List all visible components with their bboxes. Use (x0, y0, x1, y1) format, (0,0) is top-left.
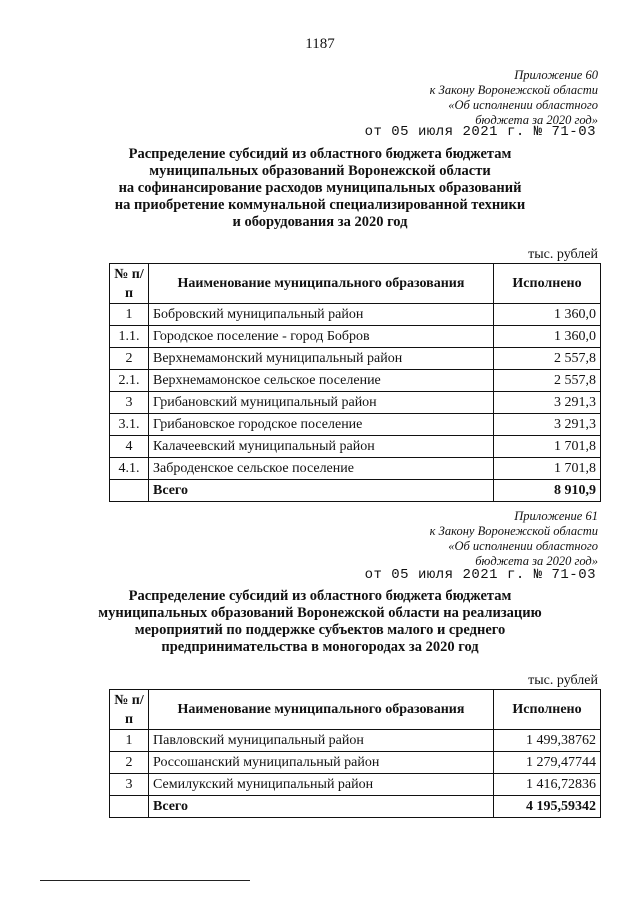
appendix-line: бюджета за 2020 год» (475, 554, 598, 568)
appendix-line: к Закону Воронежской области (429, 83, 598, 97)
budget-table-1 (109, 263, 601, 502)
title-line: предпринимательства в моногородах за 2020 год (161, 639, 479, 655)
table-row (110, 326, 601, 348)
title-line: на софинансирование расходов муниципальных образований (118, 180, 522, 196)
table-row (110, 348, 601, 370)
executed-amount: 1 360,0 (494, 326, 601, 348)
appendix-line: «Об исполнении областного (448, 98, 598, 112)
table-row (110, 730, 601, 752)
municipality-name: Городское поселение - город Бобров (149, 326, 494, 348)
row-number: 1.1. (110, 326, 149, 348)
table-row (110, 774, 601, 796)
municipality-name: Грибановский муниципальный район (149, 392, 494, 414)
appendix-line: «Об исполнении областного (448, 539, 598, 553)
municipality-name: Заброденское сельское поселение (149, 458, 494, 480)
row-number: 2.1. (110, 370, 149, 392)
municipality-name: Бобровский муниципальный район (149, 304, 494, 326)
municipality-name: Грибановское городское поселение (149, 414, 494, 436)
title-line: муниципальных образований Воронежской области (149, 163, 491, 179)
appendix-line: Приложение 60 (514, 68, 598, 82)
municipality-name: Верхнемамонский муниципальный район (149, 348, 494, 370)
total-label: Всего (149, 480, 494, 502)
table-row (110, 436, 601, 458)
title-line: муниципальных образований Воронежской области на реализацию (98, 605, 542, 621)
executed-amount: 1 499,38762 (494, 730, 601, 752)
total-label: Всего (149, 796, 494, 818)
law-date: от 05 июля 2021 г. № 71-03 (364, 567, 596, 583)
executed-amount: 2 557,8 (494, 348, 601, 370)
row-number (110, 796, 149, 818)
executed-amount: 2 557,8 (494, 370, 601, 392)
column-header-value: Исполнено (494, 690, 601, 730)
units-label: тыс. рублей (528, 247, 598, 262)
municipality-name: Калачеевский муниципальный район (149, 436, 494, 458)
table-row (110, 370, 601, 392)
municipality-name: Павловский муниципальный район (149, 730, 494, 752)
row-number: 3 (110, 392, 149, 414)
total-row (110, 480, 601, 502)
title-line: Распределение субсидий из областного бюджета бюджетам (128, 146, 512, 162)
units-label: тыс. рублей (528, 673, 598, 688)
executed-amount: 3 291,3 (494, 414, 601, 436)
row-number: 3.1. (110, 414, 149, 436)
footnote-divider (40, 880, 250, 881)
column-header-value: Исполнено (494, 264, 601, 304)
appendix-61-header (430, 509, 598, 569)
municipality-name: Семилукский муниципальный район (149, 774, 494, 796)
title-line: Распределение субсидий из областного бюджета бюджетам (128, 588, 512, 604)
table-row (110, 752, 601, 774)
executed-amount: 3 291,3 (494, 392, 601, 414)
total-amount: 4 195,59342 (494, 796, 601, 818)
column-header-num: № п/п (110, 690, 149, 730)
executed-amount: 1 701,8 (494, 436, 601, 458)
executed-amount: 1 360,0 (494, 304, 601, 326)
row-number (110, 480, 149, 502)
row-number: 1 (110, 304, 149, 326)
column-header-name: Наименование муниципального образования (149, 690, 494, 730)
column-header-name: Наименование муниципального образования (149, 264, 494, 304)
document-title (70, 146, 570, 231)
total-row (110, 796, 601, 818)
title-line: мероприятий по поддержке субъектов малого и среднего (134, 622, 506, 638)
executed-amount: 1 416,72836 (494, 774, 601, 796)
law-date: от 05 июля 2021 г. № 71-03 (364, 124, 596, 140)
table-row (110, 304, 601, 326)
appendix-line: Приложение 61 (514, 509, 598, 523)
table-row (110, 414, 601, 436)
document-title (70, 588, 570, 656)
total-amount: 8 910,9 (494, 480, 601, 502)
table-row (110, 458, 601, 480)
appendix-line: к Закону Воронежской области (429, 524, 598, 538)
row-number: 2 (110, 752, 149, 774)
appendix-60-header (430, 68, 598, 128)
row-number: 1 (110, 730, 149, 752)
row-number: 2 (110, 348, 149, 370)
title-line: и оборудования за 2020 год (232, 214, 408, 230)
table-row (110, 392, 601, 414)
row-number: 3 (110, 774, 149, 796)
executed-amount: 1 279,47744 (494, 752, 601, 774)
row-number: 4.1. (110, 458, 149, 480)
row-number: 4 (110, 436, 149, 458)
page-number: 1187 (305, 36, 335, 52)
municipality-name: Верхнемамонское сельское поселение (149, 370, 494, 392)
appendix-line: бюджета за 2020 год» (475, 113, 598, 127)
column-header-num: № п/п (110, 264, 149, 304)
budget-table-2 (109, 689, 601, 818)
title-line: на приобретение коммунальной специализированной техники (114, 197, 526, 213)
municipality-name: Россошанский муниципальный район (149, 752, 494, 774)
executed-amount: 1 701,8 (494, 458, 601, 480)
